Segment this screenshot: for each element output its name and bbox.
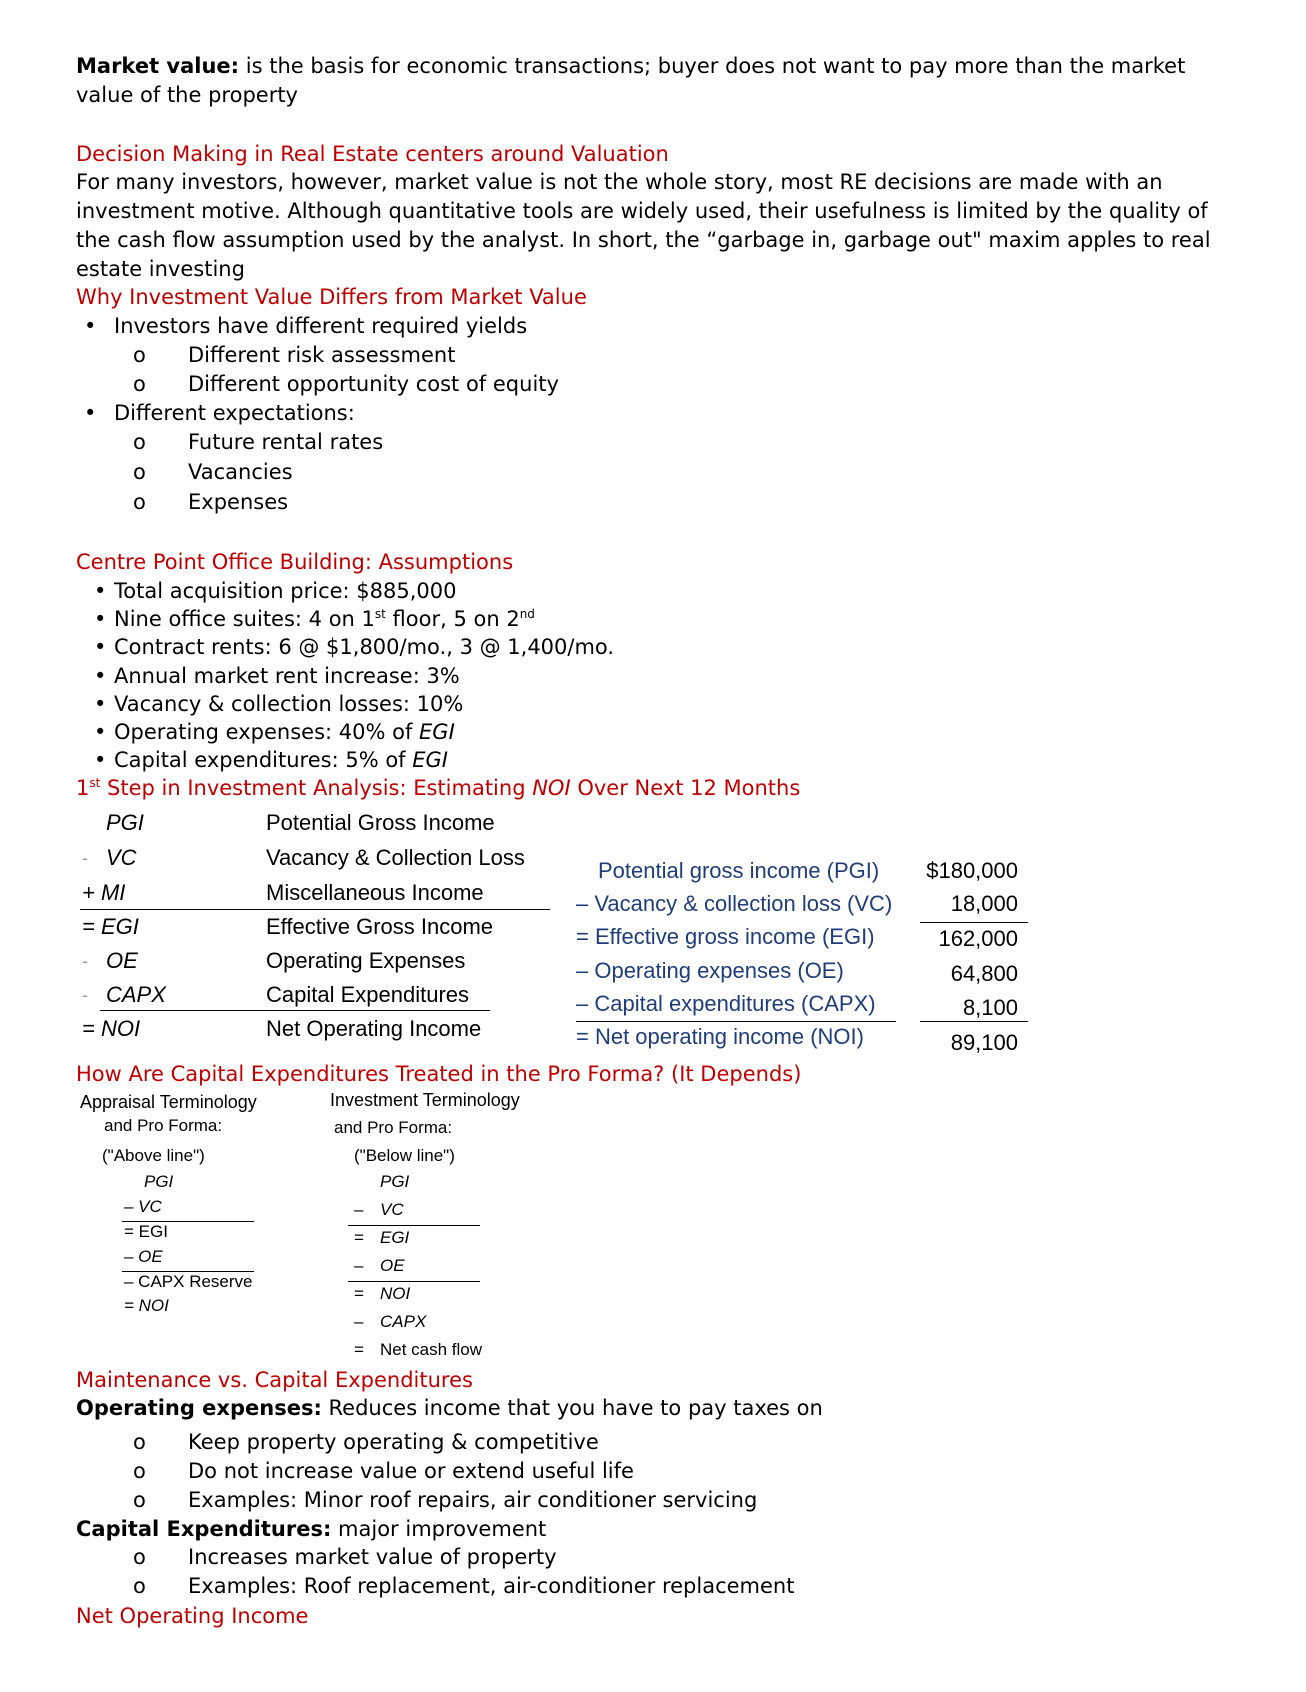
bullet-marker: • — [94, 635, 107, 659]
calc-value-pgi: $180,000 — [926, 858, 1018, 883]
appraisal-title: Appraisal Terminology — [80, 1092, 257, 1112]
name-mi: Miscellaneous Income — [266, 880, 484, 905]
assumption-suites: Nine office suites: 4 on 1st floor, 5 on 2nd — [114, 607, 535, 631]
assumption-capex: Capital expenditures: 5% of EGI — [114, 748, 448, 772]
minus-mark: - — [82, 951, 88, 971]
divider — [100, 1010, 490, 1011]
assumptions-heading: Centre Point Office Building: Assumptions — [76, 550, 514, 574]
divider — [348, 1225, 480, 1226]
calc-value-vc: 18,000 — [950, 891, 1018, 916]
abbr-vc: VC — [106, 845, 137, 870]
sub-marker: o — [133, 1430, 146, 1454]
why-sub-risk: Different risk assessment — [188, 343, 456, 367]
appraisal-line-oe: – OE — [124, 1247, 163, 1266]
capx-heading: How Are Capital Expenditures Treated in the Pro Forma? (It Depends) — [76, 1062, 802, 1086]
name-egi: Effective Gross Income — [266, 914, 494, 939]
abbr-mi: + MI — [82, 880, 126, 905]
appraisal-above-line: ("Above line") — [102, 1146, 205, 1165]
assumption-price: Total acquisition price: $885,000 — [114, 579, 457, 603]
bullet-marker: • — [94, 579, 107, 603]
sub-marker: o — [133, 1545, 146, 1569]
assumption-rent-increase: Annual market rent increase: 3% — [114, 664, 460, 688]
assumption-vacancy: Vacancy & collection losses: 10% — [114, 692, 464, 716]
sub-marker: o — [133, 372, 146, 396]
investment-op: – — [354, 1312, 364, 1331]
minus-mark: - — [82, 848, 88, 868]
assumption-rents: Contract rents: 6 @ $1,800/mo., 3 @ 1,400/mo. — [114, 635, 615, 659]
divider — [920, 922, 1028, 923]
capex-sub-examples: Examples: Roof replacement, air-conditioner replacement — [188, 1574, 795, 1598]
capex-sub-value: Increases market value of property — [188, 1545, 557, 1569]
minus-mark: - — [82, 985, 88, 1005]
abbr-pgi: PGI — [106, 810, 144, 835]
appraisal-line-noi: = NOI — [124, 1296, 169, 1315]
why-bullet-yields: Investors have different required yields — [114, 314, 528, 338]
investment-subtitle: and Pro Forma: — [334, 1118, 453, 1137]
investment-below-line: ("Below line") — [354, 1146, 455, 1165]
sub-marker: o — [133, 1488, 146, 1512]
appraisal-line-pgi: PGI — [144, 1172, 174, 1191]
investment-op: = — [354, 1340, 364, 1359]
market-value-text: is the basis for economic transactions; buyer does not want to pay more than the market value of the property — [76, 54, 1186, 107]
bullet-marker: • — [84, 401, 97, 425]
bullet-marker: • — [94, 607, 107, 631]
market-value-paragraph — [76, 52, 1246, 110]
divider — [920, 1021, 1028, 1022]
name-vc: Vacancy & Collection Loss — [266, 845, 525, 870]
abbr-capx: CAPX — [106, 982, 166, 1007]
sub-marker: o — [133, 430, 146, 454]
name-oe: Operating Expenses — [266, 948, 466, 973]
name-pgi: Potential Gross Income — [266, 810, 495, 835]
appraisal-subtitle: and Pro Forma: — [104, 1116, 223, 1135]
bullet-marker: • — [94, 692, 107, 716]
opex-sub-operating: Keep property operating & competitive — [188, 1430, 599, 1454]
why-sub-rental: Future rental rates — [188, 430, 384, 454]
market-value-label: Market value: — [76, 54, 240, 78]
appraisal-line-egi: = EGI — [124, 1222, 168, 1241]
opex-sub-examples: Examples: Minor roof repairs, air conditioner servicing — [188, 1488, 758, 1512]
decision-heading: Decision Making in Real Estate centers around Valuation — [76, 142, 669, 166]
investment-op: = — [354, 1284, 364, 1303]
noi-heading: Net Operating Income — [76, 1604, 309, 1628]
opex-line: Operating expenses: Reduces income that you have to pay taxes on — [76, 1396, 823, 1420]
investment-line-vc: VC — [380, 1200, 404, 1219]
bullet-marker: • — [84, 314, 97, 338]
investment-op: – — [354, 1200, 364, 1219]
sub-marker: o — [133, 1574, 146, 1598]
abbr-noi: = NOI — [82, 1016, 141, 1041]
investment-op: = — [354, 1228, 364, 1247]
divider — [576, 1021, 896, 1022]
sub-marker: o — [133, 1459, 146, 1483]
appraisal-line-capx: – CAPX Reserve — [124, 1272, 253, 1291]
sub-marker: o — [133, 460, 146, 484]
calc-label-noi: = Net operating income (NOI) — [576, 1024, 864, 1049]
step1-heading: 1st Step in Investment Analysis: Estimating NOI Over Next 12 Months — [76, 776, 801, 800]
maint-heading: Maintenance vs. Capital Expenditures — [76, 1368, 473, 1392]
abbr-oe: OE — [106, 948, 138, 973]
why-sub-vacancies: Vacancies — [188, 460, 293, 484]
divider — [80, 909, 550, 910]
investment-line-pgi: PGI — [380, 1172, 410, 1191]
name-noi: Net Operating Income — [266, 1016, 482, 1041]
investment-line-noi: NOI — [380, 1284, 411, 1303]
calc-value-oe: 64,800 — [950, 961, 1018, 986]
why-heading: Why Investment Value Differs from Market Value — [76, 285, 587, 309]
calc-label-oe: – Operating expenses (OE) — [576, 958, 844, 983]
decision-paragraph: For many investors, however, market value is not the whole story, most RE decisions are made with an investment motive. Although quantitative tools are widely used, their usefulness is limited by the quality of the cash flow assumption used by the analyst. In short, the “garbage in, garbage out" maxim apples to real estate investing — [76, 170, 1211, 281]
investment-line-egi: EGI — [380, 1228, 410, 1247]
sub-marker: o — [133, 490, 146, 514]
capex-line: Capital Expenditures: major improvement — [76, 1517, 547, 1541]
sub-marker: o — [133, 343, 146, 367]
investment-line-oe: OE — [380, 1256, 405, 1275]
why-bullet-expectations: Different expectations: — [114, 401, 355, 425]
abbr-egi: = EGI — [82, 914, 139, 939]
why-sub-opportunity: Different opportunity cost of equity — [188, 372, 559, 396]
investment-op: – — [354, 1256, 364, 1275]
calc-value-egi: 162,000 — [938, 926, 1018, 951]
calc-label-vc: – Vacancy & collection loss (VC) — [576, 891, 893, 916]
calc-label-capx: – Capital expenditures (CAPX) — [576, 991, 876, 1016]
investment-title: Investment Terminology — [330, 1090, 520, 1110]
divider — [348, 1281, 480, 1282]
investment-line-capx: CAPX — [380, 1312, 427, 1331]
name-capx: Capital Expenditures — [266, 982, 470, 1007]
bullet-marker: • — [94, 664, 107, 688]
bullet-marker: • — [94, 748, 107, 772]
calc-value-capx: 8,100 — [962, 995, 1018, 1020]
why-sub-expenses: Expenses — [188, 490, 289, 514]
opex-sub-value: Do not increase value or extend useful life — [188, 1459, 634, 1483]
calc-label-pgi: Potential gross income (PGI) — [598, 858, 880, 883]
calc-value-noi: 89,100 — [950, 1030, 1018, 1055]
investment-line-net-cash-flow: Net cash flow — [380, 1340, 483, 1359]
assumption-opex: Operating expenses: 40% of EGI — [114, 720, 455, 744]
calc-label-egi: = Effective gross income (EGI) — [576, 924, 875, 949]
bullet-marker: • — [94, 720, 107, 744]
appraisal-line-vc: – VC — [124, 1197, 162, 1216]
